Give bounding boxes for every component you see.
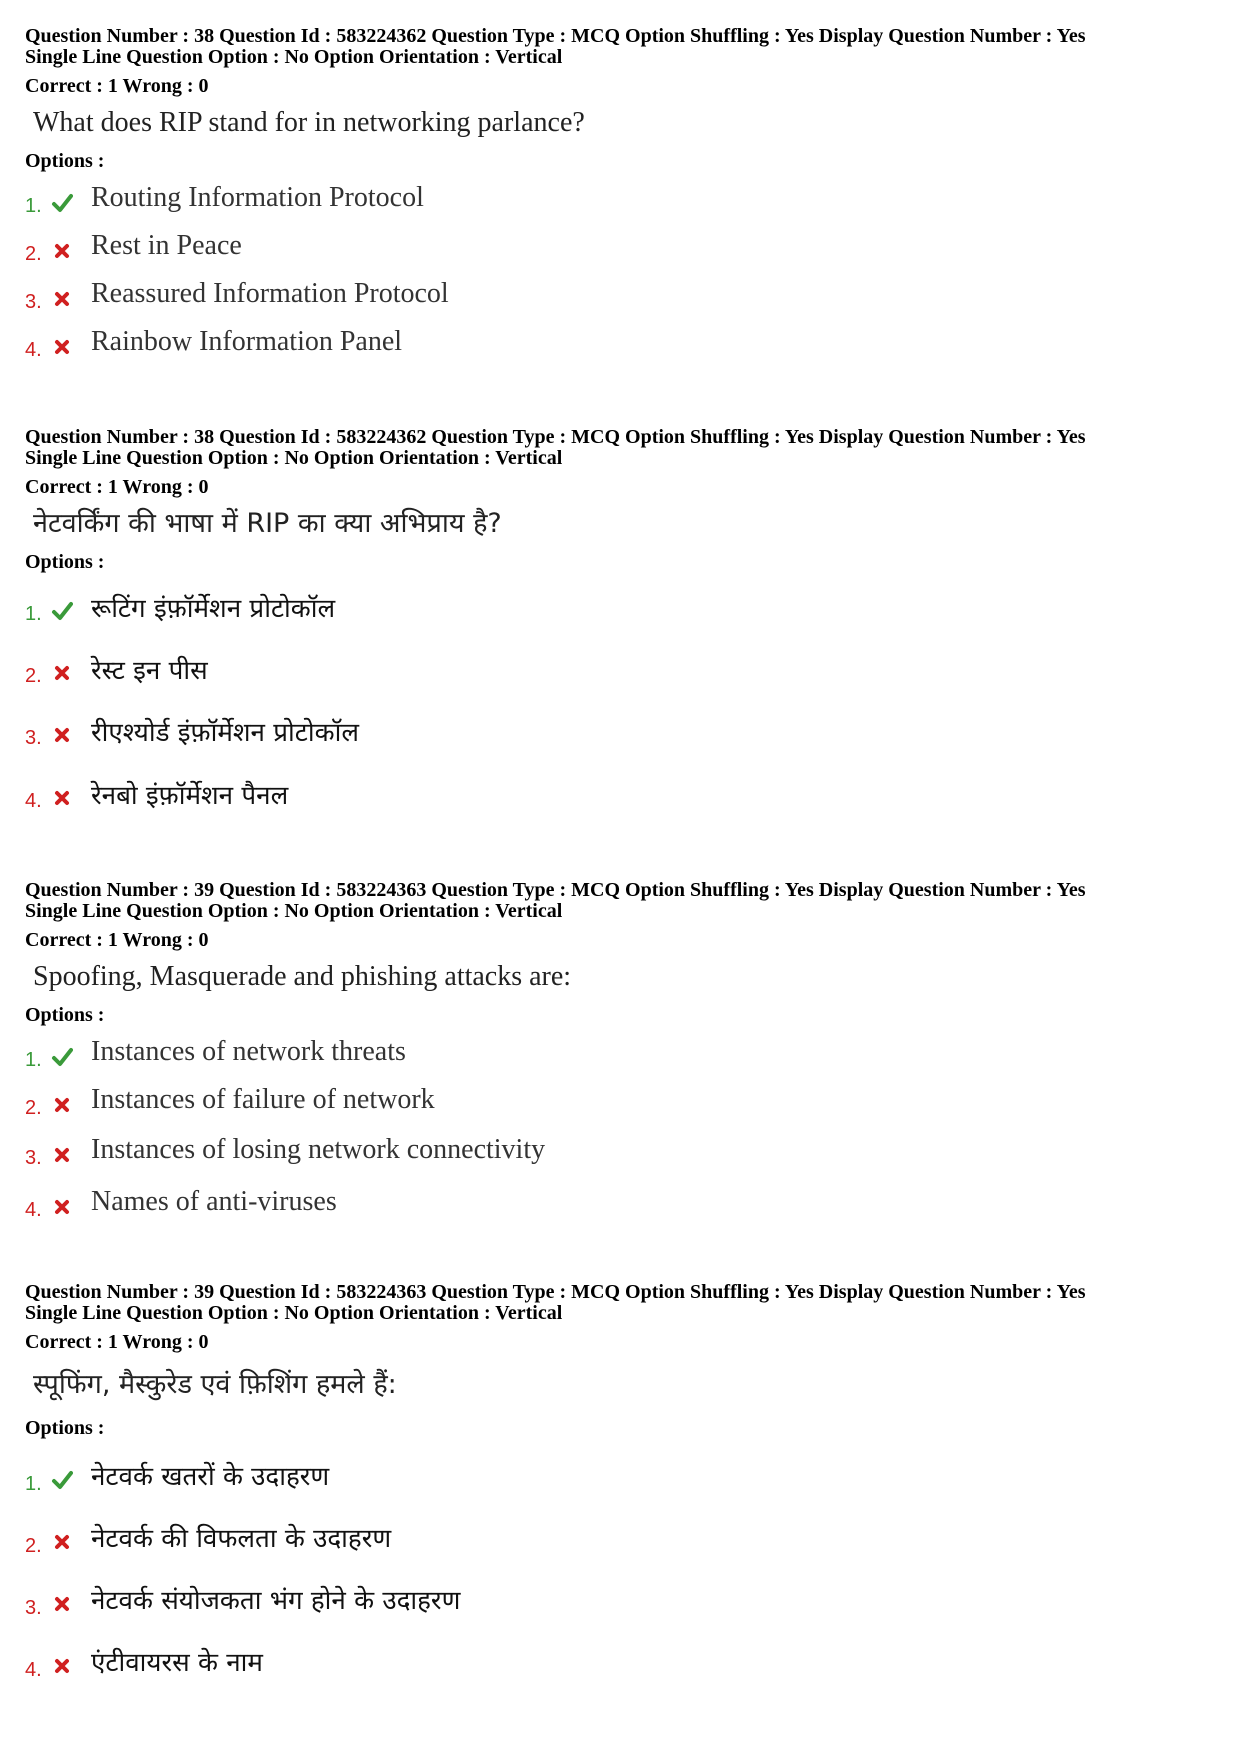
options-label: Options : <box>25 150 105 172</box>
question-meta-line2: Single Line Question Option : No Option Orientation : Vertical <box>25 447 563 469</box>
option-text: रीएश्योर्ड इंफ़ॉर्मेशन प्रोटोकॉल <box>91 718 359 748</box>
option-item <box>25 776 925 816</box>
cross-icon <box>51 662 73 684</box>
options-list <box>25 172 1225 362</box>
option-text: Instances of losing network connectivity <box>91 1134 546 1165</box>
option-text: Rainbow Information Panel <box>91 326 403 357</box>
option-item <box>25 1084 925 1124</box>
marking-scheme: Correct : 1 Wrong : 0 <box>25 1331 209 1353</box>
option-item <box>25 1036 925 1076</box>
question-meta <box>25 26 1225 68</box>
option-item <box>25 1643 925 1683</box>
option-item <box>25 230 925 270</box>
option-item <box>25 326 925 366</box>
cross-icon <box>51 724 73 746</box>
option-item <box>25 1581 925 1621</box>
option-number: 4. <box>25 1659 42 1681</box>
question-meta-line1: Question Number : 38 Question Id : 583224362 Question Type : MCQ Option Shuffling : Yes Display Question Number : Yes <box>25 426 1086 448</box>
question-text: नेटवर्किंग की भाषा में RIP का क्या अभिप्राय है? <box>33 508 502 539</box>
question-block <box>25 427 1225 823</box>
option-number: 4. <box>25 790 42 812</box>
option-number: 3. <box>25 1147 42 1169</box>
option-number: 2. <box>25 243 42 265</box>
option-number: 3. <box>25 1597 42 1619</box>
cross-icon <box>51 288 73 310</box>
option-item <box>25 589 925 629</box>
question-block <box>25 880 1225 1226</box>
option-number: 2. <box>25 665 42 687</box>
option-item <box>25 651 925 691</box>
question-text: Spoofing, Masquerade and phishing attacks are: <box>33 961 572 992</box>
check-icon <box>51 1046 73 1068</box>
check-icon <box>51 192 73 214</box>
question-text: What does RIP stand for in networking parlance? <box>33 107 585 138</box>
options-list <box>25 1026 1225 1226</box>
option-text: नेटवर्क संयोजकता भंग होने के उदाहरण <box>91 1586 461 1616</box>
option-item <box>25 713 925 753</box>
cross-icon <box>51 1593 73 1615</box>
option-text: Names of anti-viruses <box>91 1186 337 1217</box>
cross-icon <box>51 1094 73 1116</box>
option-number: 2. <box>25 1097 42 1119</box>
option-item <box>25 1457 925 1497</box>
question-meta-line2: Single Line Question Option : No Option Orientation : Vertical <box>25 900 563 922</box>
option-number: 4. <box>25 339 42 361</box>
option-text: एंटीवायरस के नाम <box>91 1648 263 1678</box>
option-text: रेनबो इंफ़ॉर्मेशन पैनल <box>91 781 289 811</box>
options-label: Options : <box>25 1417 105 1439</box>
cross-icon <box>51 336 73 358</box>
cross-icon <box>51 1655 73 1677</box>
option-number: 2. <box>25 1535 42 1557</box>
check-icon <box>51 1469 73 1491</box>
option-number: 1. <box>25 603 42 625</box>
check-icon <box>51 600 73 622</box>
option-number: 3. <box>25 291 42 313</box>
marking-scheme: Correct : 1 Wrong : 0 <box>25 75 209 97</box>
marking-scheme: Correct : 1 Wrong : 0 <box>25 476 209 498</box>
option-number: 1. <box>25 1049 42 1071</box>
question-meta <box>25 427 1225 469</box>
option-item <box>25 1186 925 1226</box>
question-block <box>25 1282 1225 1689</box>
question-meta <box>25 880 1225 922</box>
option-text: नेटवर्क की विफलता के उदाहरण <box>91 1524 392 1554</box>
question-meta-line2: Single Line Question Option : No Option Orientation : Vertical <box>25 46 563 68</box>
option-number: 1. <box>25 195 42 217</box>
option-text: Rest in Peace <box>91 230 242 261</box>
options-label: Options : <box>25 1004 105 1026</box>
question-meta <box>25 1282 1225 1324</box>
cross-icon <box>51 1196 73 1218</box>
option-number: 3. <box>25 727 42 749</box>
option-text: Instances of network threats <box>91 1036 406 1067</box>
option-item <box>25 182 925 222</box>
question-meta-line1: Question Number : 39 Question Id : 583224363 Question Type : MCQ Option Shuffling : Yes Display Question Number : Yes <box>25 1281 1086 1303</box>
cross-icon <box>51 240 73 262</box>
question-meta-line1: Question Number : 38 Question Id : 583224362 Question Type : MCQ Option Shuffling : Yes Display Question Number : Yes <box>25 25 1086 47</box>
question-meta-line1: Question Number : 39 Question Id : 583224363 Question Type : MCQ Option Shuffling : Yes Display Question Number : Yes <box>25 879 1086 901</box>
option-number: 1. <box>25 1473 42 1495</box>
options-list <box>25 1439 1225 1689</box>
cross-icon <box>51 1531 73 1553</box>
question-text: स्पूफिंग, मैस्कुरेड एवं फ़िशिंग हमले हैं: <box>33 1369 397 1400</box>
option-text: Routing Information Protocol <box>91 182 424 213</box>
option-text: Reassured Information Protocol <box>91 278 449 309</box>
marking-scheme: Correct : 1 Wrong : 0 <box>25 929 209 951</box>
option-number: 4. <box>25 1199 42 1221</box>
cross-icon <box>51 787 73 809</box>
option-text: रूटिंग इंफ़ॉर्मेशन प्रोटोकॉल <box>91 594 336 624</box>
option-item <box>25 278 925 318</box>
option-text: Instances of failure of network <box>91 1084 435 1115</box>
question-meta-line2: Single Line Question Option : No Option Orientation : Vertical <box>25 1302 563 1324</box>
question-block <box>25 26 1225 362</box>
option-item <box>25 1519 925 1559</box>
option-text: नेटवर्क खतरों के उदाहरण <box>91 1462 330 1492</box>
option-item <box>25 1134 925 1174</box>
cross-icon <box>51 1144 73 1166</box>
options-label: Options : <box>25 551 105 573</box>
option-text: रेस्ट इन पीस <box>91 656 208 686</box>
options-list <box>25 573 1225 823</box>
